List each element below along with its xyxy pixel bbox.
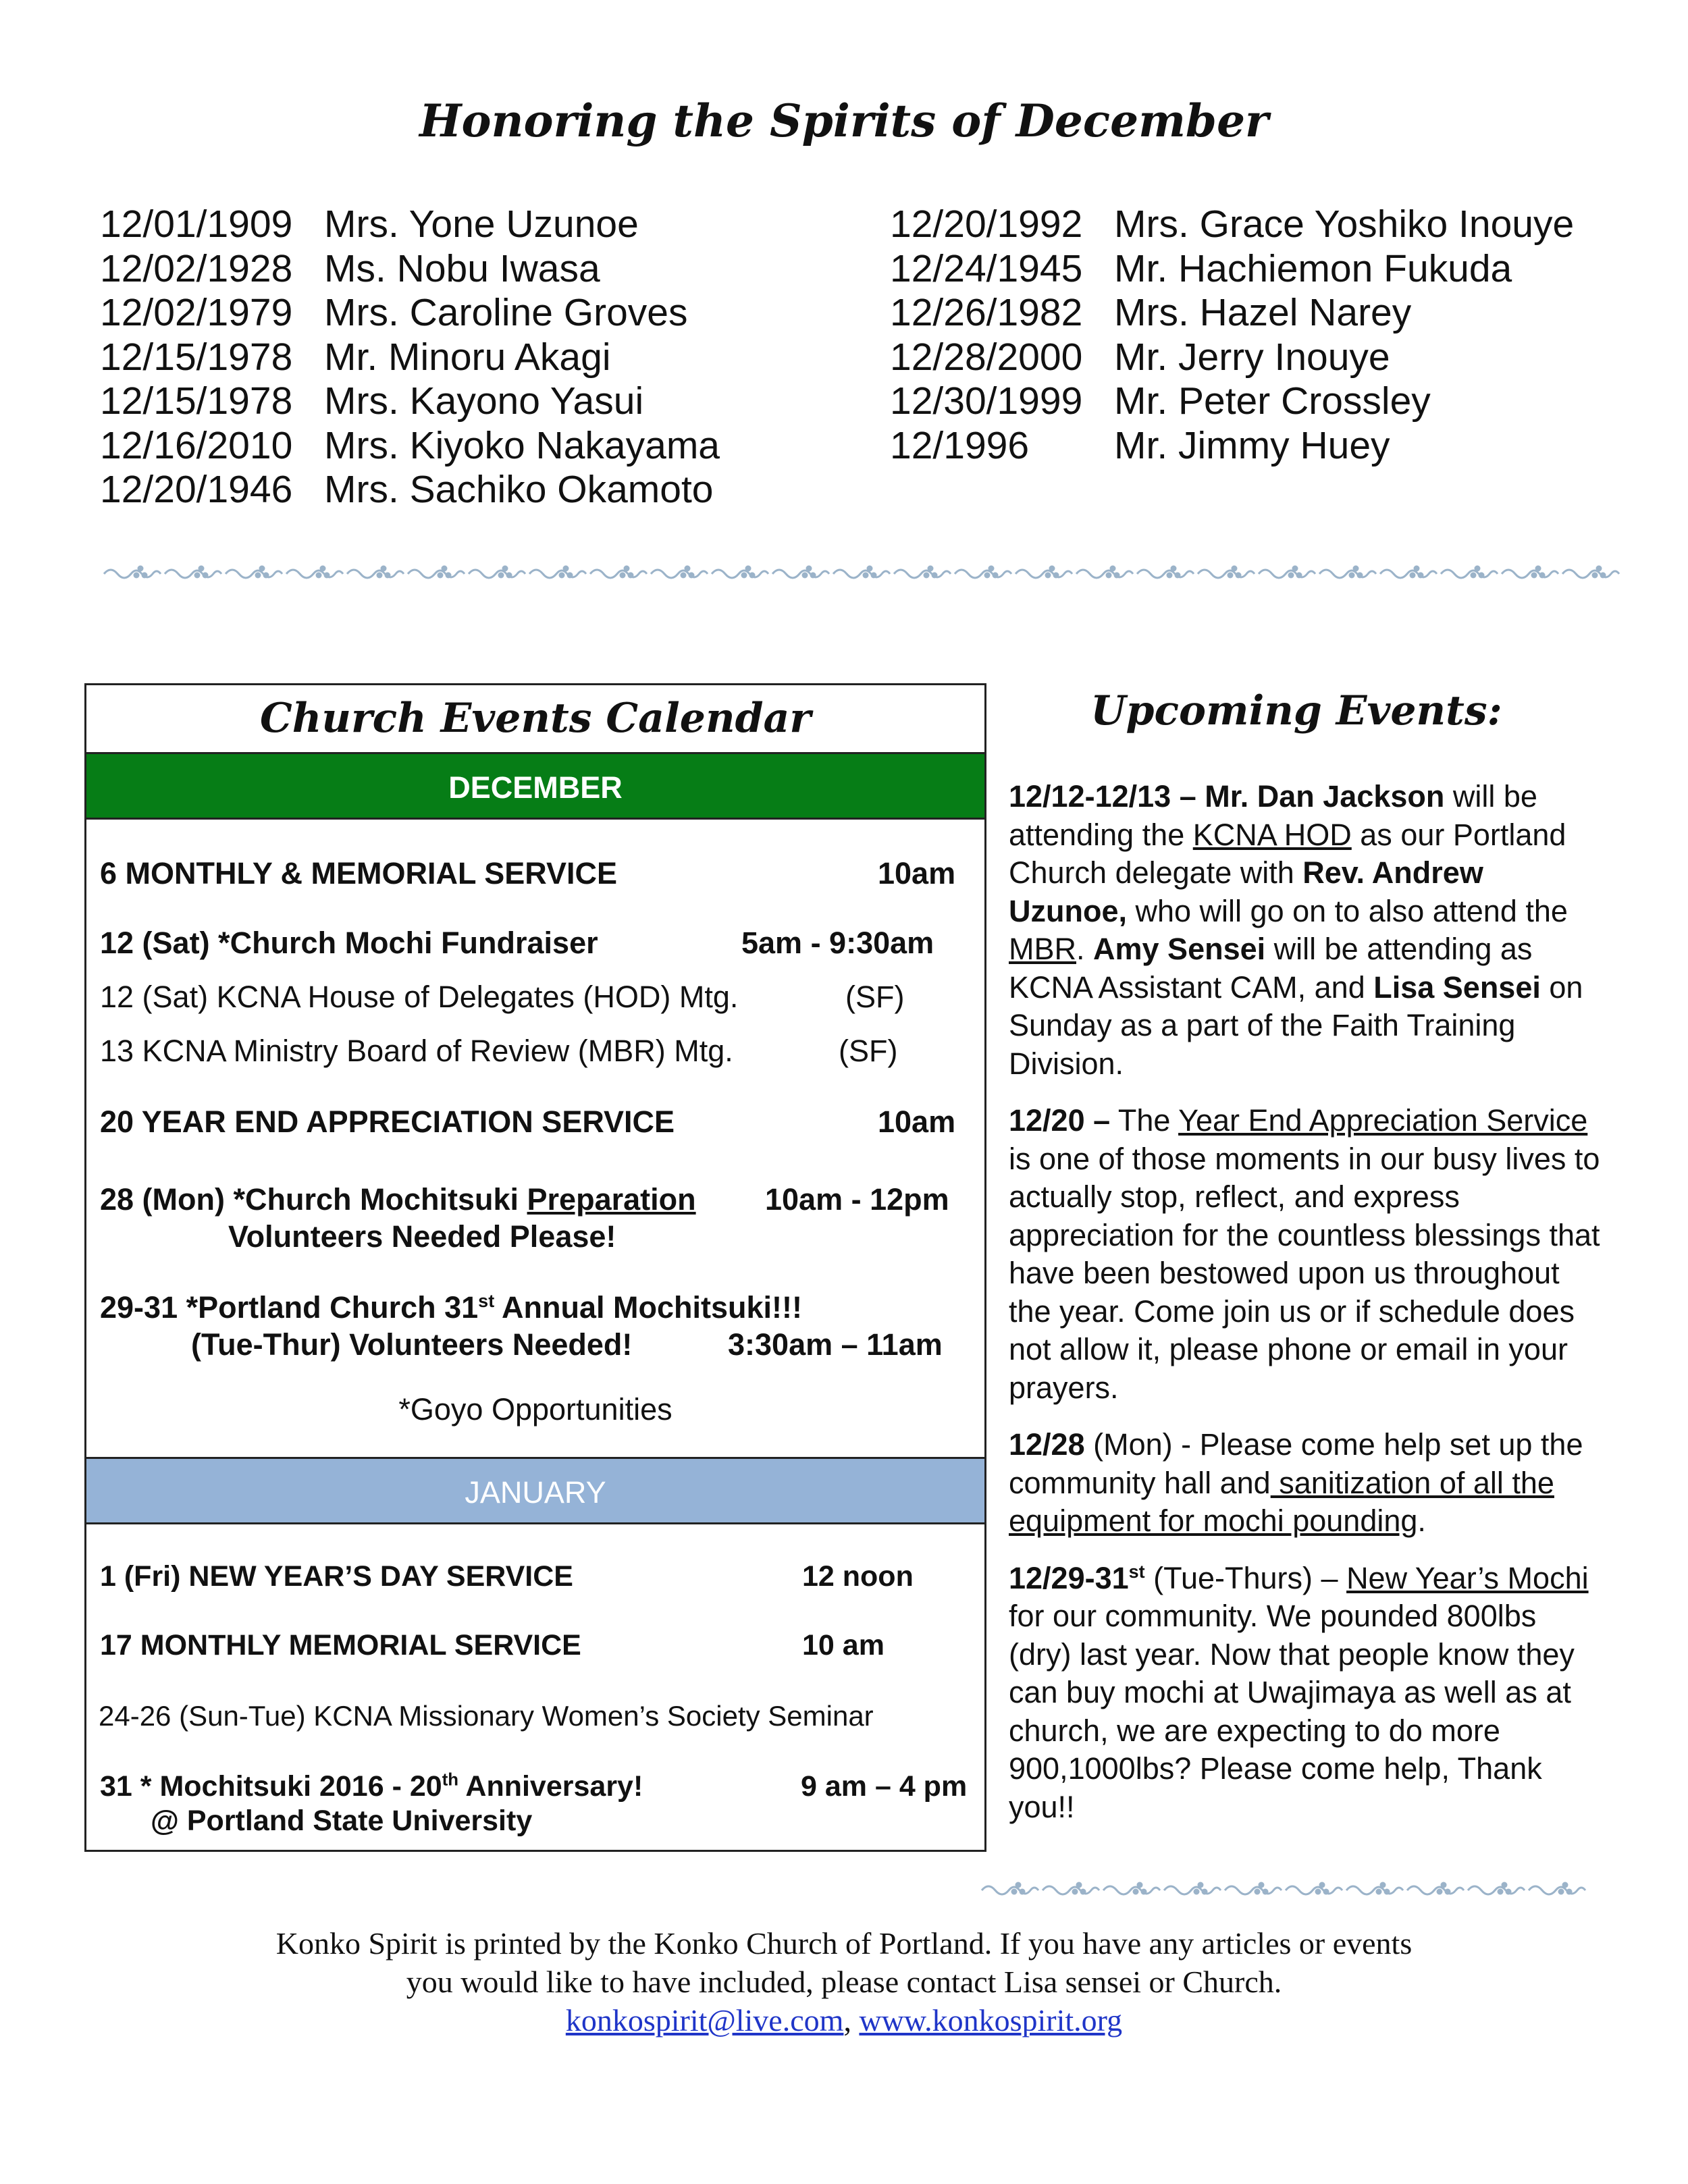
text: . — [1417, 1503, 1426, 1538]
honor-entry — [890, 247, 1574, 292]
honor-date: 12/01/1909 — [100, 203, 293, 246]
scroll-curl — [1529, 1886, 1585, 1894]
clover-dot — [1437, 1889, 1443, 1895]
underlined-text: Year End Appreciation Service — [1178, 1103, 1588, 1138]
calendar-event — [100, 1560, 914, 1593]
bold-text: Amy Sensei — [1093, 932, 1266, 966]
honor-name: Mr. Jerry Inouye — [1114, 335, 1390, 379]
honor-entry — [100, 468, 720, 512]
clover-dot — [1357, 572, 1363, 579]
scroll-curl — [1137, 570, 1194, 578]
upcoming-paragraph — [1009, 778, 1603, 1083]
clover-dot — [993, 572, 999, 579]
event-sup: th — [442, 1770, 459, 1790]
honor-name: Mrs. Caroline Groves — [324, 291, 688, 334]
honor-entry — [100, 379, 720, 424]
upcoming-paragraph — [1009, 1426, 1603, 1541]
calendar-event: 24-26 (Sun-Tue) KCNA Missionary Women’s Society Seminar — [99, 1700, 874, 1732]
event-note: (Tue-Thur) Volunteers Needed! — [191, 1327, 633, 1362]
event-text: Anniversary! — [458, 1770, 643, 1803]
clover-dot — [1259, 1882, 1265, 1888]
honor-name: Mrs. Kiyoko Nakayama — [324, 423, 720, 467]
scroll-curl — [1259, 570, 1315, 578]
clover-dot — [1076, 1882, 1082, 1888]
honor-date: 12/15/1978 — [100, 379, 293, 423]
clover-dot — [1114, 572, 1120, 579]
clover-dot — [255, 572, 261, 579]
honor-name: Mrs. Kayono Yasui — [324, 379, 644, 423]
clover-dot — [1445, 1889, 1451, 1895]
upcoming-events-body — [1009, 778, 1603, 1845]
honor-name: Mr. Minoru Akagi — [324, 335, 611, 379]
scroll-curl — [347, 570, 404, 578]
scroll-curl — [1043, 1886, 1099, 1894]
clover-dot — [1471, 572, 1477, 579]
clover-dot — [1566, 1889, 1573, 1895]
clover-dot — [134, 572, 140, 579]
honor-name: Mr. Jimmy Huey — [1114, 423, 1390, 467]
underlined-text: New Year’s Mochi — [1346, 1560, 1589, 1595]
event-time: 9 am – 4 pm — [801, 1770, 968, 1803]
event-time: 10 am — [802, 1629, 885, 1661]
honor-date: 12/26/1982 — [890, 291, 1083, 334]
scroll-curl — [1346, 1886, 1403, 1894]
honor-name: Mr. Peter Crossley — [1114, 379, 1431, 423]
event-time: 5am - 9:30am — [741, 926, 934, 960]
clover-dot — [1376, 1889, 1382, 1895]
scroll-ornament-icon — [979, 1877, 1627, 1904]
calendar-event — [100, 1034, 898, 1069]
scroll-curl — [1468, 1886, 1525, 1894]
clover-dot — [438, 572, 444, 579]
upcoming-paragraph — [1009, 1102, 1603, 1407]
event-text-underlined: Preparation — [527, 1182, 696, 1217]
page-title: Honoring the Spirits of December — [419, 95, 1269, 147]
clover-dot — [1133, 1889, 1139, 1895]
clover-dot — [1228, 572, 1234, 579]
bold-text: 12/28 — [1009, 1427, 1085, 1462]
clover-dot — [1106, 572, 1112, 579]
underlined-text: sanitization of all the equipment for mochi pounding — [1009, 1465, 1554, 1538]
scroll-curl — [1286, 1886, 1342, 1894]
clover-dot — [802, 572, 808, 579]
clover-dot — [1592, 572, 1598, 579]
clover-dot — [1137, 1882, 1143, 1888]
scroll-curl — [1380, 570, 1437, 578]
clover-dot — [377, 572, 383, 579]
clover-dot — [1236, 572, 1242, 579]
website-link[interactable]: www.konkospirit.org — [859, 2003, 1123, 2037]
text: . — [1076, 932, 1094, 966]
clover-dot — [1596, 566, 1602, 572]
clover-dot — [1319, 1882, 1325, 1888]
text: (Mon) - Please come help set up the community hall and — [1009, 1427, 1583, 1500]
scroll-curl — [651, 570, 708, 578]
event-sup: st — [478, 1291, 495, 1311]
underlined-text: MBR — [1009, 932, 1076, 966]
clover-dot — [932, 572, 938, 579]
event-text: 17 MONTHLY MEMORIAL SERVICE — [100, 1629, 581, 1661]
scroll-curl — [1502, 570, 1558, 578]
scroll-curl — [1103, 1886, 1160, 1894]
scroll-curl — [982, 1886, 1038, 1894]
footer-contact — [0, 2001, 1688, 2040]
clover-dot — [924, 572, 930, 579]
scroll-curl — [529, 570, 586, 578]
honor-list-left — [100, 203, 720, 512]
scroll-curl — [955, 570, 1011, 578]
clover-dot — [567, 572, 573, 579]
clover-dot — [320, 566, 326, 572]
calendar-event-line2 — [191, 1327, 943, 1362]
honor-date: 12/30/1999 — [890, 379, 1083, 423]
event-time: 10am - 12pm — [765, 1182, 949, 1217]
bold-text: Lisa Sensei — [1373, 969, 1541, 1005]
event-text: 28 (Mon) *Church Mochitsuki — [100, 1182, 527, 1217]
clover-dot — [1202, 1889, 1208, 1895]
honor-date: 12/24/1945 — [890, 246, 1083, 290]
clover-dot — [559, 572, 565, 579]
scroll-curl — [165, 570, 221, 578]
clover-dot — [1498, 1889, 1504, 1895]
scroll-curl — [1076, 570, 1133, 578]
clover-dot — [810, 572, 816, 579]
event-text: 6 MONTHLY & MEMORIAL SERVICE — [100, 856, 617, 890]
text: will be attending the — [1009, 779, 1537, 852]
text: The — [1110, 1103, 1179, 1138]
scroll-curl — [1016, 570, 1072, 578]
superscript: st — [1128, 1561, 1145, 1582]
clover-dot — [199, 566, 205, 572]
honor-name: Ms. Nobu Iwasa — [324, 246, 600, 290]
event-time: 3:30am – 11am — [728, 1327, 943, 1362]
clover-dot — [1562, 1882, 1568, 1888]
clover-dot — [142, 572, 148, 579]
text: who will go on to also attend the — [1127, 893, 1568, 928]
honor-entry — [890, 203, 1574, 247]
honor-entry — [890, 336, 1574, 380]
honor-entry — [890, 291, 1574, 336]
footer — [0, 1924, 1688, 2040]
clover-dot — [1263, 1889, 1269, 1895]
text: (Tue-Thurs) – — [1144, 1560, 1347, 1595]
clover-dot — [1323, 1889, 1329, 1895]
event-time: 12 noon — [802, 1560, 914, 1593]
scroll-curl — [1562, 570, 1619, 578]
clover-dot — [1600, 572, 1606, 579]
clover-dot — [1506, 1889, 1512, 1895]
clover-dot — [1502, 1882, 1508, 1888]
honor-entry — [100, 424, 720, 469]
clover-dot — [741, 572, 747, 579]
clover-dot — [871, 572, 877, 579]
clover-dot — [1539, 572, 1546, 579]
event-text: 31 * Mochitsuki 2016 - 20 — [100, 1770, 442, 1803]
scroll-curl — [408, 570, 465, 578]
clover-dot — [1110, 566, 1116, 572]
clover-dot — [745, 566, 751, 572]
honor-name: Mrs. Hazel Narey — [1114, 291, 1412, 334]
honor-name: Mrs. Sachiko Okamoto — [324, 468, 714, 511]
clover-dot — [988, 566, 995, 572]
event-location: @ Portland State University — [151, 1805, 533, 1837]
clover-dot — [1020, 1889, 1026, 1895]
clover-dot — [1475, 566, 1481, 572]
honor-date: 12/1996 — [890, 423, 1030, 467]
clover-dot — [324, 572, 330, 579]
clover-dot — [1016, 1882, 1022, 1888]
clover-dot — [628, 572, 634, 579]
scroll-curl — [1441, 570, 1498, 578]
calendar-event — [100, 980, 905, 1015]
clover-dot — [203, 572, 209, 579]
honor-date: 12/20/1946 — [100, 468, 293, 511]
honor-date: 12/02/1979 — [100, 291, 293, 334]
calendar-event — [100, 1104, 956, 1140]
clover-dot — [1011, 1889, 1018, 1895]
january-header: JANUARY — [86, 1457, 984, 1524]
clover-dot — [863, 572, 869, 579]
clover-dot — [506, 572, 512, 579]
calendar-event — [100, 856, 956, 891]
calendar-event — [100, 1770, 968, 1803]
clover-dot — [806, 566, 812, 572]
honor-entry — [100, 336, 720, 380]
clover-dot — [681, 572, 687, 579]
honor-name: Mrs. Yone Uzunoe — [324, 203, 639, 246]
event-text: 12 (Sat) *Church Mochi Fundraiser — [100, 926, 598, 960]
clover-dot — [1045, 572, 1051, 579]
scroll-curl — [1198, 570, 1255, 578]
clover-dot — [1175, 572, 1181, 579]
clover-dot — [1410, 572, 1416, 579]
clover-dot — [620, 572, 626, 579]
clover-dot — [1531, 572, 1537, 579]
ornamental-divider-bottom — [979, 1877, 1627, 1904]
calendar-event — [100, 1290, 802, 1325]
clover-dot — [138, 566, 144, 572]
clover-dot — [867, 566, 873, 572]
event-text: 29-31 *Portland Church 31 — [100, 1290, 479, 1325]
calendar-event — [100, 926, 934, 961]
clover-dot — [1353, 566, 1359, 572]
scroll-curl — [286, 570, 343, 578]
clover-dot — [1167, 572, 1173, 579]
clover-dot — [1255, 1889, 1261, 1895]
honor-list-right — [890, 203, 1574, 468]
scroll-curl — [469, 570, 525, 578]
text: will be attending as KCNA Assistant CAM, and — [1009, 932, 1533, 1005]
event-text: 1 (Fri) NEW YEAR’S DAY SERVICE — [100, 1560, 573, 1593]
bold-text: Rev. Andrew Uzunoe, — [1009, 855, 1483, 928]
event-text: 12 (Sat) KCNA House of Delegates (HOD) Mtg. — [100, 980, 739, 1014]
bold-text: 12/12-12/13 – Mr. Dan Jackson — [1009, 779, 1445, 814]
underlined-text: KCNA HOD — [1192, 817, 1352, 852]
scroll-curl — [226, 570, 282, 578]
bold-text: 12/29-31 — [1009, 1560, 1129, 1595]
event-text: 20 YEAR END APPRECIATION SERVICE — [100, 1104, 675, 1139]
scroll-curl — [772, 570, 829, 578]
event-note: Volunteers Needed Please! — [228, 1219, 616, 1254]
clover-dot — [563, 566, 569, 572]
event-location: (SF) — [845, 980, 905, 1014]
clover-dot — [1141, 1889, 1147, 1895]
clover-dot — [1418, 572, 1424, 579]
clover-dot — [1053, 572, 1059, 579]
scroll-curl — [590, 570, 647, 578]
clover-dot — [1288, 572, 1294, 579]
clover-dot — [498, 572, 504, 579]
honor-entry — [890, 424, 1574, 469]
clover-dot — [1292, 566, 1298, 572]
email-link[interactable]: konkospirit@live.com — [565, 2003, 844, 2037]
clover-dot — [381, 566, 387, 572]
december-header: DECEMBER — [86, 752, 984, 820]
clover-dot — [1441, 1882, 1447, 1888]
text: is one of those moments in our busy lives to actually stop, reflect, and express appreciation for the countless blessings that have been bestowed upon us throughout the year. Come join us or if schedule does not allow it, please phone or email in your prayers. — [1009, 1141, 1600, 1405]
clover-dot — [1414, 566, 1420, 572]
honor-entry — [100, 203, 720, 247]
scroll-curl — [712, 570, 768, 578]
bold-text: 12/20 – — [1009, 1103, 1111, 1138]
church-events-calendar — [84, 683, 986, 1852]
text: as our Portland Church delegate with — [1009, 817, 1566, 890]
honor-date: 12/02/1928 — [100, 246, 293, 290]
clover-dot — [442, 566, 448, 572]
honor-date: 12/16/2010 — [100, 423, 293, 467]
event-text: 13 KCNA Ministry Board of Review (MBR) Mtg. — [100, 1034, 733, 1068]
clover-dot — [1535, 566, 1541, 572]
calendar-event — [100, 1629, 885, 1662]
event-time: 10am — [878, 856, 956, 890]
calendar-event — [100, 1182, 949, 1217]
clover-dot — [928, 566, 934, 572]
clover-dot — [1080, 1889, 1086, 1895]
upcoming-events-title: Upcoming Events: — [1090, 687, 1502, 735]
scroll-curl — [894, 570, 951, 578]
scroll-curl — [1407, 1886, 1464, 1894]
clover-dot — [1296, 572, 1302, 579]
ornamental-divider-top — [101, 560, 1627, 587]
clover-dot — [1380, 1882, 1386, 1888]
honor-entry — [890, 379, 1574, 424]
event-location: (SF) — [839, 1034, 898, 1068]
clover-dot — [1171, 566, 1177, 572]
scroll-curl — [833, 570, 890, 578]
clover-dot — [1072, 1889, 1078, 1895]
clover-dot — [1479, 572, 1485, 579]
clover-dot — [984, 572, 991, 579]
clover-dot — [1558, 1889, 1564, 1895]
clover-dot — [1315, 1889, 1321, 1895]
clover-dot — [1232, 566, 1238, 572]
clover-dot — [624, 566, 630, 572]
clover-dot — [1349, 572, 1355, 579]
honor-date: 12/15/1978 — [100, 335, 293, 379]
clover-dot — [385, 572, 391, 579]
footer-line: you would like to have included, please contact Lisa sensei or Church. — [406, 1965, 1282, 1999]
calendar-title: Church Events Calendar — [259, 695, 812, 742]
clover-dot — [263, 572, 269, 579]
upcoming-paragraph — [1009, 1560, 1603, 1827]
honor-entry — [100, 247, 720, 292]
clover-dot — [259, 566, 265, 572]
clover-dot — [446, 572, 452, 579]
clover-dot — [194, 572, 201, 579]
clover-dot — [1384, 1889, 1390, 1895]
scroll-ornament-icon — [101, 560, 1627, 587]
scroll-curl — [1164, 1886, 1221, 1894]
text: on Sunday as a part of the Faith Training Division. — [1009, 969, 1583, 1081]
event-text: Annual Mochitsuki!!! — [494, 1290, 802, 1325]
clover-dot — [1194, 1889, 1200, 1895]
honor-date: 12/20/1992 — [890, 203, 1083, 246]
scroll-curl — [1225, 1886, 1282, 1894]
goyo-opportunities-note: *Goyo Opportunities — [398, 1392, 672, 1427]
honor-name: Mr. Hachiemon Fukuda — [1114, 246, 1512, 290]
clover-dot — [1049, 566, 1055, 572]
clover-dot — [316, 572, 322, 579]
text: for our community. We pounded 800lbs (dry) last year. Now that people know they can buy mochi at Uwajimaya as well as at church, we are expecting to do more 900,1000lbs? Please come help, Thank you!! — [1009, 1599, 1575, 1824]
scroll-curl — [104, 570, 161, 578]
scroll-curl — [1319, 570, 1376, 578]
clover-dot — [502, 566, 508, 572]
clover-dot — [685, 566, 691, 572]
event-time: 10am — [878, 1104, 956, 1139]
honor-entry — [100, 291, 720, 336]
clover-dot — [1198, 1882, 1204, 1888]
clover-dot — [749, 572, 756, 579]
honor-name: Mrs. Grace Yoshiko Inouye — [1114, 203, 1575, 246]
clover-dot — [689, 572, 695, 579]
honor-date: 12/28/2000 — [890, 335, 1083, 379]
separator: , — [843, 2003, 860, 2037]
footer-line: Konko Spirit is printed by the Konko Church of Portland. If you have any articles or events — [275, 1926, 1413, 1961]
